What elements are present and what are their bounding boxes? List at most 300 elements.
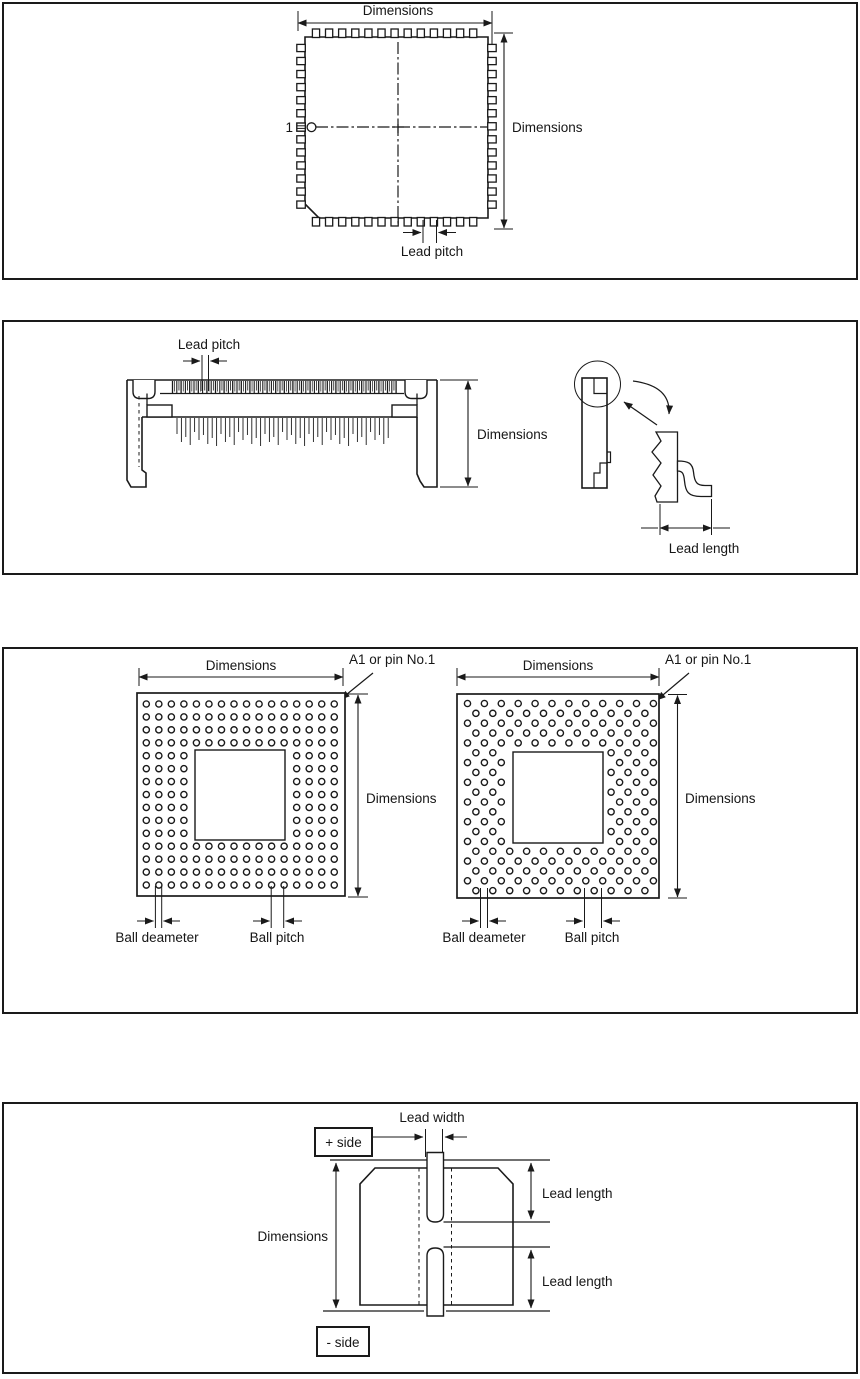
solder-ball [633,799,639,805]
solder-ball [507,730,513,736]
solder-ball [600,878,606,884]
solder-ball [168,778,174,784]
solder-ball [294,766,300,772]
solder-ball [319,714,325,720]
solder-ball [269,869,275,875]
dimension-label: Dimensions [477,427,548,442]
solder-ball [473,710,479,716]
solder-ball [331,882,337,888]
solder-ball [168,701,174,707]
solder-ball [143,791,149,797]
solder-ball [156,882,162,888]
solder-ball [306,766,312,772]
panel-bga-bottom-views [3,648,857,1013]
package-lead [488,162,497,169]
solder-ball [306,817,312,823]
corner-label: A1 or pin No.1 [349,652,436,667]
solder-ball [331,804,337,810]
solder-ball [168,766,174,772]
solder-ball [168,830,174,836]
package-lead [470,218,477,227]
solder-ball [617,760,623,766]
top-lead [427,1153,444,1223]
solder-ball [464,799,470,805]
solder-ball [583,720,589,726]
solder-ball [143,856,149,862]
solder-ball [625,888,631,894]
solder-ball [608,769,614,775]
solder-ball [524,888,530,894]
solder-ball [591,868,597,874]
solder-ball [600,858,606,864]
package-lead [391,218,398,227]
solder-ball [306,778,312,784]
solder-ball [181,753,187,759]
solder-ball [218,882,224,888]
solder-ball [319,740,325,746]
solder-ball [633,760,639,766]
solder-ball [231,843,237,849]
solder-ball [306,830,312,836]
solder-ball [256,843,262,849]
solder-ball [168,856,174,862]
solder-ball [490,828,496,834]
connector-pins [177,418,388,446]
solder-ball [319,778,325,784]
package-lead [297,57,306,64]
solder-ball [319,791,325,797]
solder-ball [269,843,275,849]
solder-ball [181,791,187,797]
solder-ball [650,819,656,825]
lead-length-bottom-label: Lead length [542,1274,613,1289]
solder-ball [473,828,479,834]
solder-ball [143,869,149,875]
right-dimension-label: Dimensions [366,791,437,806]
solder-ball [319,856,325,862]
solder-ball [557,730,563,736]
solder-ball [608,868,614,874]
solder-ball [532,878,538,884]
solder-ball [319,727,325,733]
solder-ball [608,828,614,834]
solder-ball [625,789,631,795]
bottom-lead [427,1248,444,1316]
solder-ball [319,869,325,875]
solder-ball [193,714,199,720]
solder-ball [498,799,504,805]
solder-ball [331,766,337,772]
ball-pitch-label: Ball pitch [564,930,620,945]
latch-notch-right [405,380,427,399]
solder-ball [650,720,656,726]
solder-ball [464,838,470,844]
solder-ball [331,727,337,733]
solder-ball [625,868,631,874]
package-lead [457,29,464,38]
solder-ball [481,838,487,844]
solder-ball [243,856,249,862]
solder-ball [650,760,656,766]
package-lead [457,218,464,227]
solder-ball [617,779,623,785]
solder-ball [256,714,262,720]
solder-ball [193,701,199,707]
solder-ball [566,700,572,706]
solder-ball [243,701,249,707]
bga-figure-grid [115,652,436,945]
solder-ball [294,791,300,797]
solder-ball [642,789,648,795]
solder-ball [294,740,300,746]
lead-width-label: Lead width [399,1110,465,1125]
solder-ball [642,888,648,894]
solder-ball [168,740,174,746]
solder-ball [193,856,199,862]
solder-ball [464,779,470,785]
solder-ball [243,843,249,849]
solder-ball [331,856,337,862]
solder-ball [642,809,648,815]
package-lead [326,29,333,38]
solder-ball [557,848,563,854]
solder-ball [608,750,614,756]
solder-ball [481,700,487,706]
solder-ball [206,740,212,746]
solder-ball [625,809,631,815]
solder-ball [600,740,606,746]
solder-ball [633,740,639,746]
solder-ball [143,766,149,772]
corner-label: A1 or pin No.1 [665,652,752,667]
solder-ball [473,809,479,815]
package-lead [312,218,319,227]
bga-center-cavity [195,750,285,840]
solder-ball [490,868,496,874]
solder-ball [143,778,149,784]
solder-ball [294,701,300,707]
solder-ball [331,791,337,797]
solder-ball [168,817,174,823]
solder-ball [294,869,300,875]
solder-ball [243,714,249,720]
panel-battery-view [3,1103,857,1373]
solder-ball [633,878,639,884]
solder-ball [294,817,300,823]
solder-ball [507,710,513,716]
solder-ball [650,799,656,805]
solder-ball [168,727,174,733]
solder-ball [181,830,187,836]
package-lead [378,218,385,227]
solder-ball [524,730,530,736]
solder-ball [181,714,187,720]
solder-ball [515,740,521,746]
package-lead [488,97,497,104]
solder-ball [218,714,224,720]
package-lead [391,29,398,38]
solder-ball [574,888,580,894]
solder-ball [181,869,187,875]
solder-ball [617,878,623,884]
solder-ball [243,882,249,888]
solder-ball [642,868,648,874]
solder-ball [218,856,224,862]
package-lead [488,175,497,182]
solder-ball [464,700,470,706]
solder-ball [181,882,187,888]
package-lead [488,57,497,64]
package-lead [365,29,372,38]
solder-ball [532,740,538,746]
solder-ball [608,888,614,894]
solder-ball [574,848,580,854]
solder-ball [294,727,300,733]
pin1-lead [297,123,306,131]
solder-ball [600,700,606,706]
corner-pointer-arrow [657,673,689,700]
solder-ball [319,753,325,759]
solder-ball [143,740,149,746]
solder-ball [608,809,614,815]
bga-figure-staggered [442,652,755,945]
solder-ball [532,858,538,864]
solder-ball [206,869,212,875]
solder-ball [193,882,199,888]
solder-ball [143,830,149,836]
solder-ball [498,779,504,785]
solder-ball [498,760,504,766]
ball-diameter-label: Ball deameter [115,930,199,945]
solder-ball [633,838,639,844]
solder-ball [515,858,521,864]
solder-ball [231,882,237,888]
solder-ball [633,819,639,825]
solder-ball [642,769,648,775]
package-lead [339,29,346,38]
package-lead [488,84,497,91]
solder-ball [218,701,224,707]
package-lead [297,162,306,169]
latch-notch-left [133,380,155,399]
solder-ball [490,710,496,716]
package-lead [297,136,306,143]
solder-ball [143,727,149,733]
package-lead [297,97,306,104]
solder-ball [256,701,262,707]
solder-ball [633,720,639,726]
package-lead [488,71,497,78]
solder-ball [206,701,212,707]
solder-ball [306,753,312,759]
solder-ball [206,727,212,733]
solder-ball [625,848,631,854]
lead-detail-bent-lead [678,461,712,497]
solder-ball [617,858,623,864]
package-lead [297,44,306,51]
solder-ball [294,882,300,888]
solder-ball [473,888,479,894]
solder-ball [156,778,162,784]
solder-ball [181,817,187,823]
package-lead [443,218,450,227]
solder-ball [156,766,162,772]
package-lead [378,29,385,38]
solder-ball [650,858,656,864]
solder-ball [181,778,187,784]
package-lead [297,149,306,156]
pin1-label: 1 [285,120,293,135]
solder-ball [243,740,249,746]
solder-ball [168,869,174,875]
solder-ball [143,843,149,849]
package-lead [488,110,497,117]
package-lead [470,29,477,38]
solder-ball [490,789,496,795]
ball-diameter-label: Ball deameter [442,930,526,945]
connector-ledge-right [392,405,417,417]
right-dimension-label: Dimensions [685,791,756,806]
solder-ball [549,700,555,706]
qfj-right-leads [488,44,497,208]
solder-ball [281,714,287,720]
detail-pointer-arrow [624,402,657,425]
solder-ball [294,778,300,784]
solder-ball [524,710,530,716]
solder-ball [464,760,470,766]
package-lead [297,110,306,117]
solder-ball [156,727,162,733]
solder-ball [281,856,287,862]
solder-ball [650,779,656,785]
solder-ball [490,888,496,894]
solder-ball [490,848,496,854]
solder-ball [591,730,597,736]
solder-ball [319,766,325,772]
panel-border [3,648,857,1013]
solder-ball [566,878,572,884]
solder-ball [490,809,496,815]
package-lead [297,201,306,208]
solder-ball [156,701,162,707]
solder-ball [269,740,275,746]
connector-hatch [173,381,397,394]
solder-ball [218,740,224,746]
package-lead [297,71,306,78]
solder-ball [557,888,563,894]
package-lead [417,29,424,38]
solder-ball [574,710,580,716]
solder-ball [540,868,546,874]
solder-ball [650,740,656,746]
solder-ball [583,858,589,864]
solder-ball [549,878,555,884]
solder-ball [181,804,187,810]
package-lead [365,218,372,227]
solder-ball [464,858,470,864]
solder-ball [294,843,300,849]
solder-ball [168,714,174,720]
solder-ball [294,753,300,759]
solder-ball [181,727,187,733]
solder-ball [143,817,149,823]
solder-ball [306,701,312,707]
solder-ball [294,830,300,836]
solder-ball [319,804,325,810]
solder-ball [331,817,337,823]
panel-qfj-top-view [3,3,857,279]
detail-curved-arrow [633,381,669,414]
lead-detail-body [652,432,678,502]
solder-ball [156,753,162,759]
solder-ball [642,848,648,854]
package-lead [297,175,306,182]
connector-ledge-left [147,405,172,417]
solder-ball [591,848,597,854]
solder-ball [608,730,614,736]
solder-ball [306,882,312,888]
lead-length-label: Lead length [668,541,740,556]
solder-ball [281,843,287,849]
solder-ball [193,727,199,733]
solder-ball [231,714,237,720]
right-dimension-label: Dimensions [512,120,583,135]
solder-ball [642,710,648,716]
solder-ball [256,882,262,888]
solder-ball [331,830,337,836]
solder-ball [507,868,513,874]
solder-ball [281,727,287,733]
solder-ball [600,720,606,726]
solder-ball [633,779,639,785]
solder-ball [566,720,572,726]
solder-ball [557,868,563,874]
solder-ball [206,882,212,888]
solder-ball [306,740,312,746]
solder-ball [143,701,149,707]
solder-ball [481,720,487,726]
solder-ball [642,730,648,736]
solder-ball [591,888,597,894]
solder-ball [256,727,262,733]
package-lead [488,123,497,130]
solder-ball [269,856,275,862]
solder-ball [256,740,262,746]
solder-ball [181,740,187,746]
solder-ball [473,750,479,756]
package-lead [404,218,411,227]
package-lead [326,218,333,227]
plus-side-label: + side [325,1135,362,1150]
solder-ball [583,700,589,706]
solder-ball [498,740,504,746]
solder-ball [306,804,312,810]
solder-ball [464,819,470,825]
solder-ball [507,848,513,854]
solder-ball [306,727,312,733]
solder-ball [281,701,287,707]
solder-ball [156,843,162,849]
package-lead [488,149,497,156]
solder-ball [218,727,224,733]
solder-ball [294,856,300,862]
solder-ball [331,843,337,849]
panel-border [3,321,857,574]
panel-connector-side-view [3,321,857,574]
solder-ball [498,720,504,726]
solder-ball [168,882,174,888]
solder-ball [306,843,312,849]
